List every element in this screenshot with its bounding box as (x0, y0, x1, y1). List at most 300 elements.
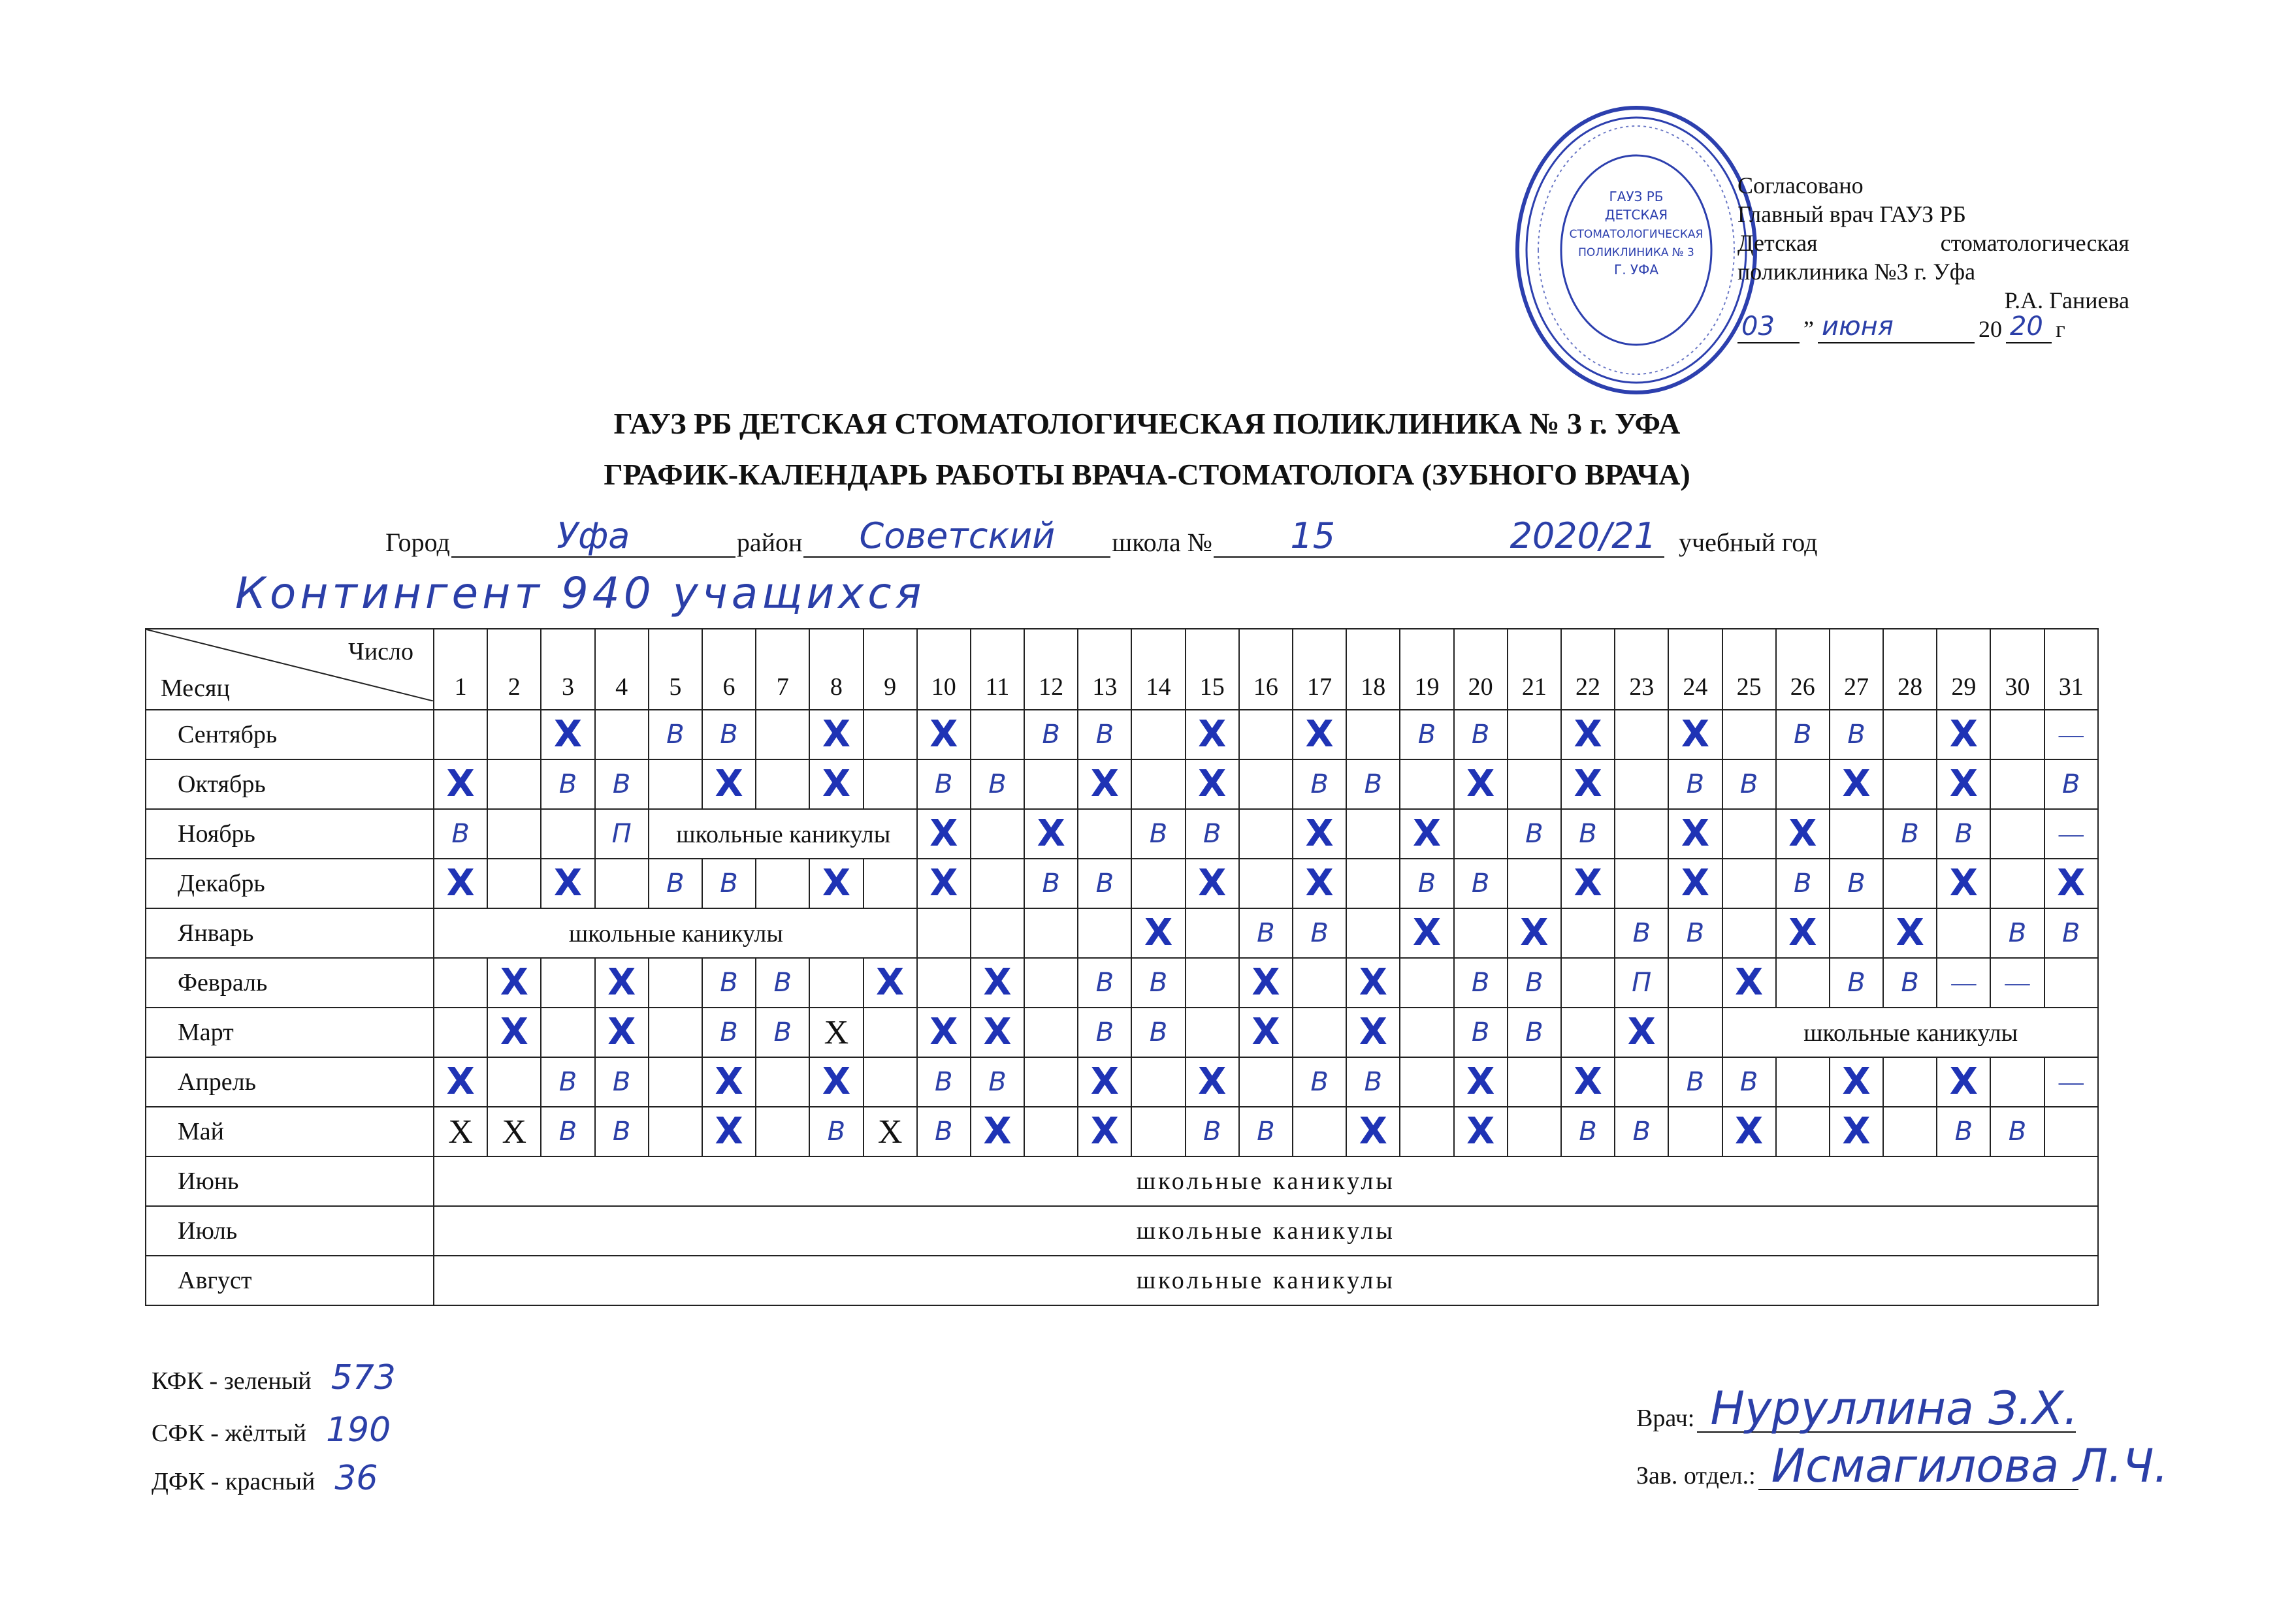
day-cell (1078, 958, 1131, 1008)
legend-kfk (152, 1358, 396, 1397)
day-cell (1561, 958, 1615, 1008)
weekend-mark: B (773, 1017, 792, 1047)
day-header: 4 (595, 629, 649, 710)
visit-mark: X (1198, 1060, 1227, 1103)
day-cell (1024, 908, 1078, 958)
day-cell (864, 859, 917, 908)
weekend-mark: B (1149, 819, 1168, 849)
table-row (146, 809, 2098, 859)
day-cell (1990, 759, 2044, 809)
head-name: Исмагилова Л.Ч. (1771, 1439, 2169, 1493)
day-cell (1239, 710, 1293, 759)
approval-line5: Р.А. Ганиева (2004, 287, 2129, 313)
visit-mark: X (1466, 1060, 1495, 1103)
day-cell (1078, 710, 1131, 759)
day-cell (1186, 1057, 1239, 1107)
day-cell (541, 958, 594, 1008)
document-title: ГАУЗ РБ ДЕТСКАЯ СТОМАТОЛОГИЧЕСКАЯ ПОЛИКЛИНИКА № 3 г. УФА (613, 407, 1681, 440)
day-cell (1668, 809, 1722, 859)
visit-mark: X (983, 1011, 1012, 1053)
day-cell (1293, 958, 1346, 1008)
calendar-table (145, 628, 2099, 1306)
weekend-mark: B (935, 1117, 953, 1147)
day-cell (1346, 759, 1400, 809)
head-label: Зав. отдел.: (1636, 1462, 1756, 1489)
day-cell (1024, 809, 1078, 859)
day-cell (434, 710, 487, 759)
approval-line2: Главный врач ГАУЗ РБ (1737, 201, 1966, 227)
day-cell (1239, 859, 1293, 908)
day-cell (1722, 958, 1776, 1008)
day-header: 2 (487, 629, 541, 710)
approval-year-prefix: 20 (1978, 316, 2002, 342)
visit-mark: X (929, 862, 958, 904)
day-cell (595, 1107, 649, 1156)
visit-mark: X (1842, 763, 1871, 805)
day-cell (487, 1107, 541, 1156)
day-cell (1668, 710, 1722, 759)
day-cell (1454, 1008, 1508, 1057)
weekend-mark: B (1095, 868, 1114, 899)
day-cell (756, 958, 809, 1008)
visit-mark: X (2057, 862, 2086, 904)
day-cell (1131, 1057, 1185, 1107)
day-cell (487, 958, 541, 1008)
day-cell (917, 710, 971, 759)
day-cell (1131, 710, 1185, 759)
legend-dfk-label: ДФК - красный (152, 1468, 315, 1495)
day-cell (2044, 809, 2098, 859)
day-header: 15 (1186, 629, 1239, 710)
table-row (146, 958, 2098, 1008)
day-cell (1024, 1107, 1078, 1156)
visit-mark: X (1681, 812, 1709, 855)
weekend-mark: B (1364, 1067, 1382, 1097)
day-cell (1722, 809, 1776, 859)
approval-line4: поликлиника №3 г. Уфа (1737, 259, 1976, 285)
day-cell (1454, 908, 1508, 958)
approval-line3b: стоматологическая (1940, 230, 2129, 256)
city-value: Уфа (557, 515, 630, 556)
day-header: 22 (1561, 629, 1615, 710)
weekend-mark: B (1149, 1017, 1168, 1047)
visit-mark: X (1198, 713, 1227, 756)
day-cell (1239, 1107, 1293, 1156)
day-cell (1937, 859, 1990, 908)
contingent-note: Контингент 940 учащихся (235, 568, 926, 618)
weekend-mark: B (1310, 1067, 1329, 1097)
day-cell (1937, 958, 1990, 1008)
visit-mark: X (1305, 862, 1334, 904)
day-cell (1454, 759, 1508, 809)
day-header: 23 (1615, 629, 1668, 710)
weekend-mark: B (1257, 1117, 1275, 1147)
vacation-cell: школьные каникулы (434, 1206, 2098, 1256)
weekend-mark: B (1525, 1017, 1543, 1047)
day-cell (541, 710, 594, 759)
day-cell (971, 809, 1024, 859)
day-header: 7 (756, 629, 809, 710)
no-day-mark: — (2058, 820, 2084, 848)
day-cell (864, 1008, 917, 1057)
weekend-mark: B (720, 968, 738, 998)
day-cell (1561, 1008, 1615, 1057)
month-label: Январь (146, 908, 434, 958)
visit-mark: X (1090, 1060, 1119, 1103)
day-cell (1346, 710, 1400, 759)
visit-mark: X (553, 713, 583, 756)
visit-mark: X (1842, 1060, 1871, 1103)
weekend-mark: B (558, 769, 577, 799)
day-cell (1400, 759, 1453, 809)
day-header: 10 (917, 629, 971, 710)
day-cell (649, 958, 702, 1008)
city-field (451, 515, 735, 558)
day-cell (1883, 1057, 1937, 1107)
day-cell (487, 710, 541, 759)
visit-mark: X (1949, 763, 1978, 805)
visit-mark: X (929, 1011, 958, 1053)
day-cell (595, 859, 649, 908)
day-cell (1830, 710, 1883, 759)
day-cell (971, 1107, 1024, 1156)
weekend-mark: B (1310, 918, 1329, 948)
weekend-mark: B (1095, 1017, 1114, 1047)
district-label: район (736, 528, 803, 557)
day-cell (434, 958, 487, 1008)
day-cell (1346, 859, 1400, 908)
weekend-mark: B (1095, 720, 1114, 750)
weekend-mark: B (612, 769, 631, 799)
weekend-mark: B (612, 1117, 631, 1147)
day-cell (756, 759, 809, 809)
day-cell (1293, 1008, 1346, 1057)
month-label: Февраль (146, 958, 434, 1008)
day-cell (1400, 859, 1453, 908)
visit-mark: X (1949, 1060, 1978, 1103)
day-cell (1508, 759, 1561, 809)
day-cell (1400, 1107, 1453, 1156)
visit-mark: X (1627, 1011, 1656, 1053)
day-cell (1239, 1057, 1293, 1107)
day-cell (1454, 958, 1508, 1008)
day-cell (1937, 809, 1990, 859)
svg-text:СТОМАТОЛОГИЧЕСКАЯ: СТОМАТОЛОГИЧЕСКАЯ (1569, 228, 1704, 241)
holiday-mark: П (1632, 968, 1652, 998)
day-cell (1990, 908, 2044, 958)
day-cell (971, 1057, 1024, 1107)
day-cell (1937, 1057, 1990, 1107)
day-cell (649, 1008, 702, 1057)
day-header: 27 (1830, 629, 1883, 710)
weekend-mark: B (1203, 819, 1221, 849)
day-cell (1454, 1107, 1508, 1156)
day-cell (1186, 1008, 1239, 1057)
weekend-mark: B (1794, 868, 1812, 899)
official-stamp (1512, 103, 1760, 397)
day-cell (1830, 759, 1883, 809)
day-cell (1668, 859, 1722, 908)
visit-mark: X (929, 713, 958, 756)
day-cell (1024, 958, 1078, 1008)
weekend-mark: B (827, 1117, 846, 1147)
approval-day-field (1737, 311, 1800, 343)
day-cell (434, 1008, 487, 1057)
visit-mark: X (607, 961, 636, 1004)
day-cell (1615, 1008, 1668, 1057)
day-cell (595, 710, 649, 759)
day-cell (1186, 958, 1239, 1008)
day-cell (917, 1107, 971, 1156)
day-cell (1615, 710, 1668, 759)
day-cell (809, 1057, 863, 1107)
table-row (146, 1008, 2098, 1057)
day-cell (1561, 859, 1615, 908)
visit-mark: X (553, 862, 583, 904)
visit-mark: X (1788, 812, 1817, 855)
legend-kfk-label: КФК - зеленый (152, 1367, 312, 1395)
year-value: 2020/21 (1510, 515, 1656, 556)
approval-month-field (1818, 311, 1975, 343)
day-cell (702, 759, 756, 809)
day-cell (1186, 1107, 1239, 1156)
day-cell (1990, 859, 2044, 908)
day-cell (1400, 958, 1453, 1008)
weekend-mark: B (935, 1067, 953, 1097)
doctor-signature (1636, 1382, 2078, 1435)
day-cell (595, 958, 649, 1008)
day-cell (1937, 1107, 1990, 1156)
day-cell (1346, 1107, 1400, 1156)
day-cell (1883, 859, 1937, 908)
day-header: 19 (1400, 629, 1453, 710)
day-cell (1078, 908, 1131, 958)
day-cell (1776, 809, 1830, 859)
day-header: 16 (1239, 629, 1293, 710)
visit-mark: X (929, 812, 958, 855)
visit-mark: X (1466, 763, 1495, 805)
day-cell (649, 1107, 702, 1156)
day-cell (1883, 958, 1937, 1008)
day-cell (1346, 908, 1400, 958)
day-cell (1561, 710, 1615, 759)
day-cell (1883, 908, 1937, 958)
visit-mark: X (1359, 961, 1387, 1004)
day-cell (1830, 1107, 1883, 1156)
weekend-mark: B (1149, 968, 1168, 998)
day-cell (917, 809, 971, 859)
day-cell (864, 1057, 917, 1107)
day-cell (1078, 1008, 1131, 1057)
day-cell (702, 958, 756, 1008)
day-cell (1454, 859, 1508, 908)
day-cell (1883, 759, 1937, 809)
visit-mark: X (1735, 1110, 1764, 1153)
day-cell (1668, 1107, 1722, 1156)
weekend-mark: B (558, 1067, 577, 1097)
day-header: 24 (1668, 629, 1722, 710)
visit-mark: X (983, 961, 1012, 1004)
day-cell (917, 1057, 971, 1107)
day-header: 14 (1131, 629, 1185, 710)
day-cell (1668, 759, 1722, 809)
day-cell (434, 1107, 487, 1156)
visit-mark: X (1144, 912, 1173, 954)
weekend-mark: B (1794, 720, 1812, 750)
svg-text:ГАУЗ РБ: ГАУЗ РБ (1609, 189, 1664, 204)
day-cell (541, 1057, 594, 1107)
day-cell (864, 710, 917, 759)
no-day-mark: — (1951, 969, 1977, 996)
weekend-mark: B (988, 769, 1007, 799)
day-cell (864, 958, 917, 1008)
day-cell (1293, 908, 1346, 958)
weekend-mark: B (2008, 1117, 2027, 1147)
weekend-mark: B (988, 1067, 1007, 1097)
day-cell (1078, 1057, 1131, 1107)
weekend-mark: B (1901, 819, 1919, 849)
approval-year-field (2006, 311, 2052, 343)
weekend-mark: B (1525, 819, 1543, 849)
day-cell (1561, 1057, 1615, 1107)
visit-mark: X (1681, 713, 1709, 756)
weekend-mark: B (1257, 918, 1275, 948)
day-cell (1561, 908, 1615, 958)
visit-mark: X (446, 1060, 475, 1103)
day-cell (1990, 958, 2044, 1008)
day-cell (487, 1008, 541, 1057)
day-cell (595, 1008, 649, 1057)
visit-mark: X (500, 1011, 528, 1053)
day-cell (702, 1057, 756, 1107)
vacation-cell (1722, 1008, 2018, 1057)
weekend-mark: B (1847, 720, 1866, 750)
day-cell (595, 759, 649, 809)
day-cell (1346, 1008, 1400, 1057)
day-cell (1293, 1107, 1346, 1156)
day-cell (756, 859, 809, 908)
table-row (146, 1256, 2098, 1305)
day-cell (1239, 809, 1293, 859)
day-cell (756, 1057, 809, 1107)
day-cell (1186, 908, 1239, 958)
weekend-mark: B (720, 1017, 738, 1047)
day-cell (1776, 1057, 1830, 1107)
day-cell (1722, 908, 1776, 958)
weekend-mark: B (1632, 1117, 1651, 1147)
day-cell (917, 1008, 971, 1057)
month-label: Октябрь (146, 759, 434, 809)
day-cell (1776, 1107, 1830, 1156)
day-cell (2044, 1057, 2098, 1107)
weekend-mark: B (1632, 918, 1651, 948)
day-cell (971, 958, 1024, 1008)
table-row (146, 859, 2098, 908)
header-number-label: Число (348, 638, 413, 665)
day-cell (541, 1008, 594, 1057)
school-info-line (385, 515, 1818, 558)
day-header: 6 (702, 629, 756, 710)
weekend-mark: B (2061, 918, 2080, 948)
visit-mark: X (1949, 862, 1978, 904)
day-cell (1776, 710, 1830, 759)
day-header: 3 (541, 629, 594, 710)
weekend-mark: B (1579, 1117, 1597, 1147)
visit-mark: X (500, 961, 528, 1004)
day-cell (1990, 809, 2044, 859)
visit-mark: X (1788, 912, 1817, 954)
day-cell (595, 1057, 649, 1107)
day-cell (487, 809, 541, 859)
day-cell (1346, 809, 1400, 859)
header-row (146, 629, 2098, 710)
day-cell (1131, 809, 1185, 859)
day-header: 28 (1883, 629, 1937, 710)
vacation-cell: школьные каникулы (434, 1256, 2098, 1305)
weekend-mark: B (1310, 769, 1329, 799)
day-cell (541, 809, 594, 859)
no-day-mark: — (2005, 969, 2030, 996)
day-cell (1293, 859, 1346, 908)
day-cell (1186, 859, 1239, 908)
table-row (146, 908, 2098, 958)
visit-mark: X (1735, 961, 1764, 1004)
day-cell (1668, 908, 1722, 958)
month-label: Декабрь (146, 859, 434, 908)
day-cell (1615, 1107, 1668, 1156)
day-cell (1508, 710, 1561, 759)
day-cell (1400, 908, 1453, 958)
day-cell (1937, 908, 1990, 958)
day-header: 20 (1454, 629, 1508, 710)
day-cell (1293, 1057, 1346, 1107)
table-row (146, 1057, 2098, 1107)
approval-date: 03 ” июня 20 20 г (1737, 315, 2129, 343)
vacation-label: школьные каникулы (568, 920, 783, 947)
month-label: Сентябрь (146, 710, 434, 759)
day-cell (1722, 710, 1776, 759)
day-cell (1131, 958, 1185, 1008)
day-cell (1400, 809, 1453, 859)
day-header: 21 (1508, 629, 1561, 710)
school-value: 15 (1290, 515, 1336, 556)
day-cell (1131, 859, 1185, 908)
day-cell (1722, 859, 1776, 908)
day-cell (1454, 809, 1508, 859)
day-cell (649, 710, 702, 759)
day-cell (1024, 710, 1078, 759)
visit-mark: X (1305, 713, 1334, 756)
day-header: 13 (1078, 629, 1131, 710)
weekend-mark: B (1471, 868, 1490, 899)
day-cell (1990, 1107, 2044, 1156)
day-cell (1508, 809, 1561, 859)
day-cell (1776, 908, 1830, 958)
visit-mark: X (1252, 961, 1280, 1004)
weekend-mark: B (558, 1117, 577, 1147)
visit-mark: X (822, 862, 850, 904)
weekend-mark: B (1579, 819, 1597, 849)
visit-mark: X (1574, 713, 1602, 756)
svg-text:ПОЛИКЛИНИКА № 3: ПОЛИКЛИНИКА № 3 (1578, 246, 1694, 259)
day-cell (809, 710, 863, 759)
day-cell (1776, 759, 1830, 809)
visit-mark: X (822, 763, 850, 805)
day-cell (1615, 759, 1668, 809)
weekend-mark: B (720, 868, 738, 899)
vacation-label: школьные каникулы (676, 821, 891, 848)
day-cell (1615, 809, 1668, 859)
